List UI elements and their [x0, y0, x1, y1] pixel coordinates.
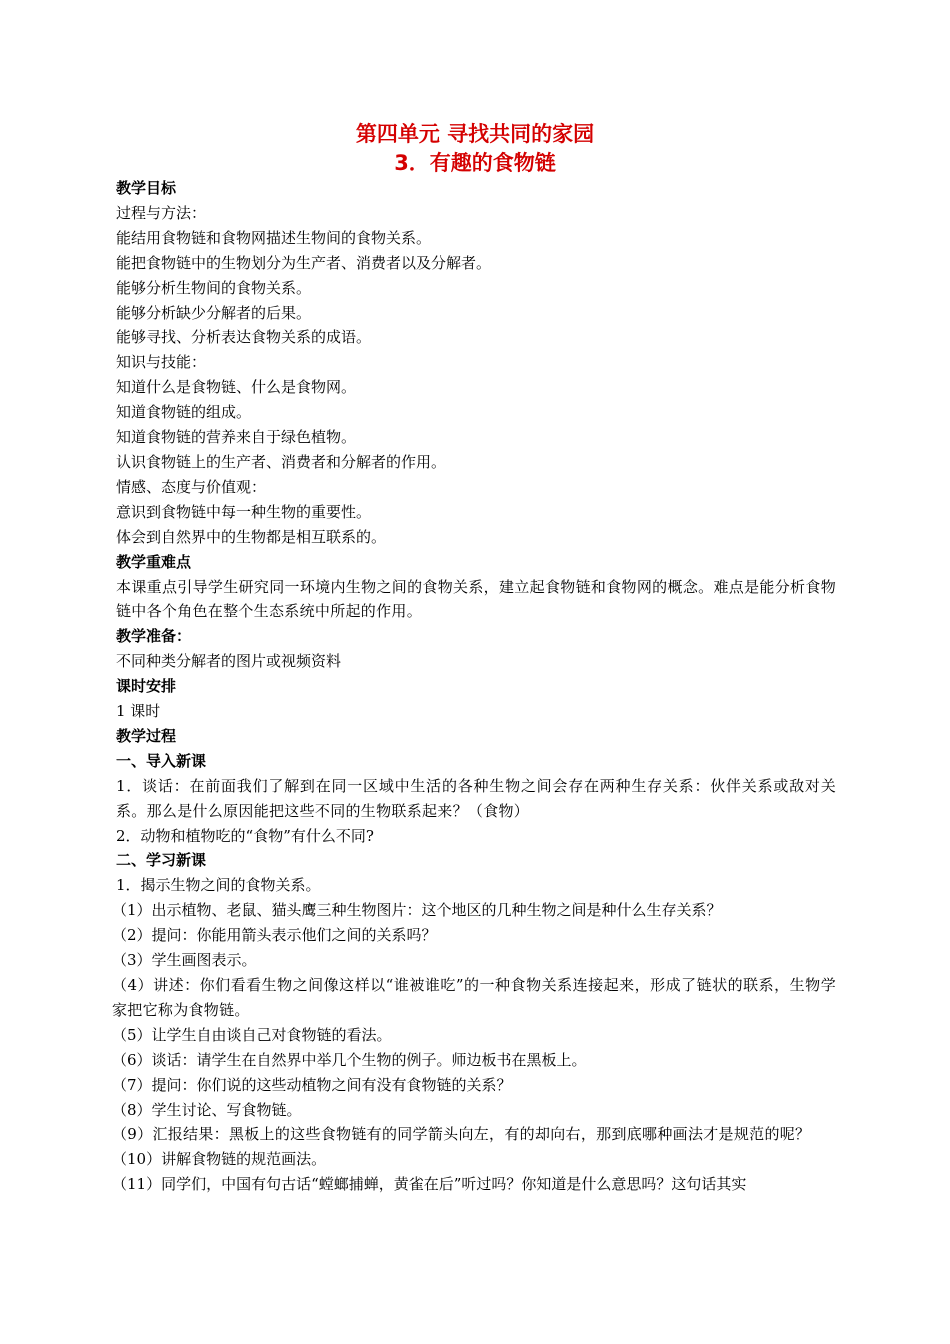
section1-item: 1．谈话：在前面我们了解到在同一区域中生活的各种生物之间会存在两种生存关系：伙伴关系或敌对关系。那么是什么原因能把这些不同的生物联系起来？（食物） — [116, 776, 836, 820]
objective-line: 能结用食物链和食物网描述生物间的食物关系。 — [116, 228, 432, 247]
knowledge-line: 知道食物链的组成。 — [116, 403, 252, 422]
preparation-heading: 教学准备： — [116, 627, 192, 646]
knowledge-line: 知道什么是食物链、什么是食物网。 — [116, 378, 357, 397]
document-body — [112, 176, 836, 1197]
title-block — [0, 120, 950, 178]
section1-item: 2．动物和植物吃的“食物”有什么不同? — [116, 826, 374, 845]
knowledge-line: 认识食物链上的生产者、消费者和分解者的作用。 — [116, 452, 447, 471]
schedule-text: 1 课时 — [116, 702, 161, 721]
attitude-line: 体会到自然界中的生物都是相互联系的。 — [116, 527, 387, 546]
objective-line: 能够分析缺少分解者的后果。 — [116, 303, 312, 322]
preparation-text: 不同种类分解者的图片或视频资料 — [116, 652, 342, 671]
objective-line: 能够寻找、分析表达食物关系的成语。 — [116, 328, 372, 347]
key-points-heading: 教学重难点 — [116, 552, 192, 571]
unit-title: 第四单元 寻找共同的家园 — [355, 122, 595, 146]
knowledge-label: 知识与技能： — [116, 353, 207, 372]
section2-item: （1）出示植物、老鼠、猫头鹰三种生物图片：这个地区的几种生物之间是种什么生存关系？ — [112, 901, 722, 920]
section2-item: （4）讲述：你们看看生物之间像这样以“谁被谁吃”的一种食物关系连接起来，形成了链状的联系，生物学家把它称为食物链。 — [112, 976, 836, 1019]
knowledge-line: 知道食物链的营养来自于绿色植物。 — [116, 428, 357, 447]
schedule-heading: 课时安排 — [116, 677, 177, 696]
objective-line: 能够分析生物间的食物关系。 — [116, 278, 312, 297]
section2-heading: 二、学习新课 — [116, 851, 207, 870]
section2-item: （3）学生画图表示。 — [112, 951, 257, 970]
objectives-heading: 教学目标 — [116, 179, 177, 197]
section2-item: （5）让学生自由谈自己对食物链的看法。 — [112, 1025, 392, 1044]
attitude-line: 意识到食物链中每一种生物的重要性。 — [116, 502, 372, 521]
section2-item: （2）提问：你能用箭头表示他们之间的关系吗？ — [112, 926, 437, 945]
attitude-label: 情感、态度与价值观： — [116, 477, 267, 496]
lesson-title: 3．有趣的食物链 — [394, 151, 556, 175]
section1-heading: 一、导入新课 — [116, 751, 207, 770]
section2-item: （6）谈话：请学生在自然界中举几个生物的例子。师边板书在黑板上。 — [112, 1050, 587, 1069]
section2-item: （11）同学们，中国有句古话“螳螂捕蝉，黄雀在后”听过吗？你知道是什么意思吗？这句话其实 — [112, 1175, 747, 1194]
key-points-text: 本课重点引导学生研究同一环境内生物之间的食物关系，建立起食物链和食物网的概念。难点是能分析食物链中各个角色在整个生态系统中所起的作用。 — [116, 577, 836, 621]
section2-item: （7）提问：你们说的这些动植物之间有没有食物链的关系？ — [112, 1075, 512, 1094]
process-heading: 教学过程 — [116, 726, 177, 745]
section2-intro: 1．揭示生物之间的食物关系。 — [116, 876, 321, 895]
section2-item: （9）汇报结果：黑板上的这些食物链有的同学箭头向左，有的却向右，那到底哪种画法才是规范的呢？ — [112, 1125, 811, 1144]
section2-item: （10）讲解食物链的规范画法。 — [112, 1150, 327, 1169]
objective-line: 能把食物链中的生物划分为生产者、消费者以及分解者。 — [116, 253, 492, 272]
process-methods-label: 过程与方法： — [116, 203, 207, 222]
section2-item: （8）学生讨论、写食物链。 — [112, 1100, 302, 1119]
